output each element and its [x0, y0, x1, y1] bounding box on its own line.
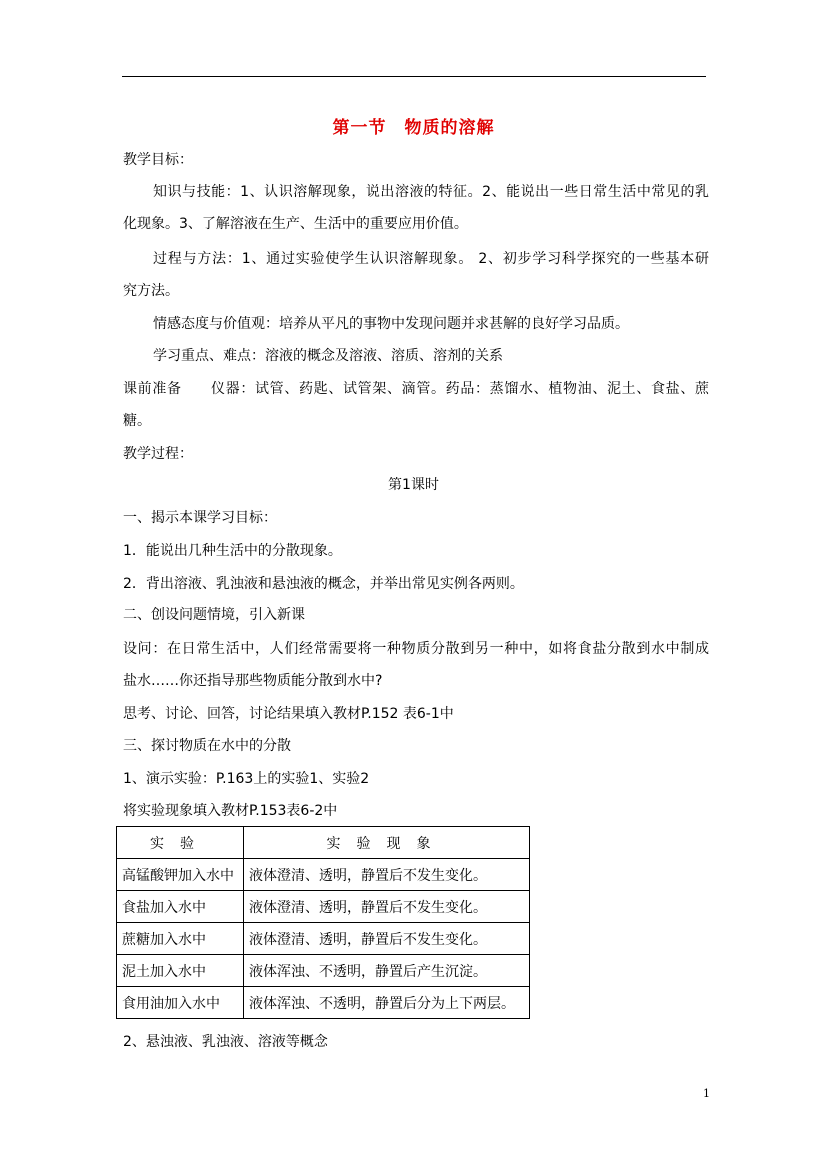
- table-row: [117, 859, 530, 891]
- section-three-heading: 三、探讨物质在水中的分散: [123, 738, 291, 754]
- table-cell-experiment: 高锰酸钾加入水中: [117, 859, 244, 891]
- table-row: [117, 923, 530, 955]
- preparation-line-1: 课前准备 仪器：试管、药匙、试管架、滴管。药品：蒸馏水、植物油、泥土、食盐、蔗: [123, 381, 709, 397]
- table-cell-experiment: 蔗糖加入水中: [117, 923, 244, 955]
- lesson-period: 第1课时: [388, 477, 439, 493]
- demo-experiment: 1、演示实验：P.163上的实验1、实验2: [123, 771, 370, 787]
- section-one-heading: 一、揭示本课学习目标：: [123, 510, 277, 526]
- goal-process-line-2: 究方法。: [123, 283, 179, 299]
- goal-knowledge-line-2: 化现象。3、了解溶液在生产、生活中的重要应用价值。: [123, 216, 468, 232]
- page-number: 1: [703, 1087, 710, 1100]
- discussion-line: 思考、讨论、回答，讨论结果填入教材P.152 表6-1中: [123, 706, 454, 722]
- goal-knowledge-line-1: 知识与技能：1、认识溶解现象，说出溶液的特征。2、能说出一些日常生活中常见的乳: [153, 184, 709, 200]
- objective-1: 1．能说出几种生活中的分散现象。: [123, 543, 342, 559]
- table-cell-phenomenon: 液体浑浊、不透明，静置后分为上下两层。: [244, 987, 530, 1019]
- table-header-cell: 实验: [117, 827, 244, 859]
- header-rule: [122, 76, 706, 77]
- table-cell-phenomenon: 液体澄清、透明，静置后不发生变化。: [244, 859, 530, 891]
- teaching-goals-heading: 教学目标：: [123, 152, 193, 168]
- question-line-1: 设问：在日常生活中，人们经常需要将一种物质分散到另一种中，如将食盐分散到水中制成: [123, 641, 709, 657]
- goal-process-line-1: 过程与方法：1、通过实验使学生认识溶解现象。 2、初步学习科学探究的一些基本研: [153, 251, 709, 267]
- table-cell-phenomenon: 液体澄清、透明，静置后不发生变化。: [244, 923, 530, 955]
- table-cell-phenomenon: 液体澄清、透明，静置后不发生变化。: [244, 891, 530, 923]
- section-two-heading: 二、创设问题情境，引入新课: [123, 607, 305, 623]
- table-header-row: [117, 827, 530, 859]
- preparation-line-2: 糖。: [123, 413, 151, 429]
- table-cell-experiment: 泥土加入水中: [117, 955, 244, 987]
- table-cell-experiment: 食盐加入水中: [117, 891, 244, 923]
- table-cell-phenomenon: 液体浑浊、不透明，静置后产生沉淀。: [244, 955, 530, 987]
- table-row: [117, 955, 530, 987]
- table-cell-experiment: 食用油加入水中: [117, 987, 244, 1019]
- page-title: 第一节 物质的溶解: [332, 118, 495, 138]
- goal-attitude: 情感态度与价值观：培养从平凡的事物中发现问题并求甚解的良好学习品质。: [153, 316, 629, 332]
- concepts-heading: 2、悬浊液、乳浊液、溶液等概念: [123, 1034, 328, 1050]
- fill-table-instruction: 将实验现象填入教材P.153表6-2中: [123, 803, 338, 819]
- experiment-table: [116, 826, 530, 1019]
- table-row: [117, 987, 530, 1019]
- objective-2: 2．背出溶液、乳浊液和悬浊液的概念，并举出常见实例各两则。: [123, 576, 524, 592]
- table-row: [117, 891, 530, 923]
- key-points: 学习重点、难点：溶液的概念及溶液、溶质、溶剂的关系: [153, 348, 503, 364]
- question-line-2: 盐水……你还指导那些物质能分散到水中?: [123, 673, 383, 689]
- teaching-process-heading: 教学过程：: [123, 446, 193, 462]
- table-header-cell: 实验现象: [244, 827, 530, 859]
